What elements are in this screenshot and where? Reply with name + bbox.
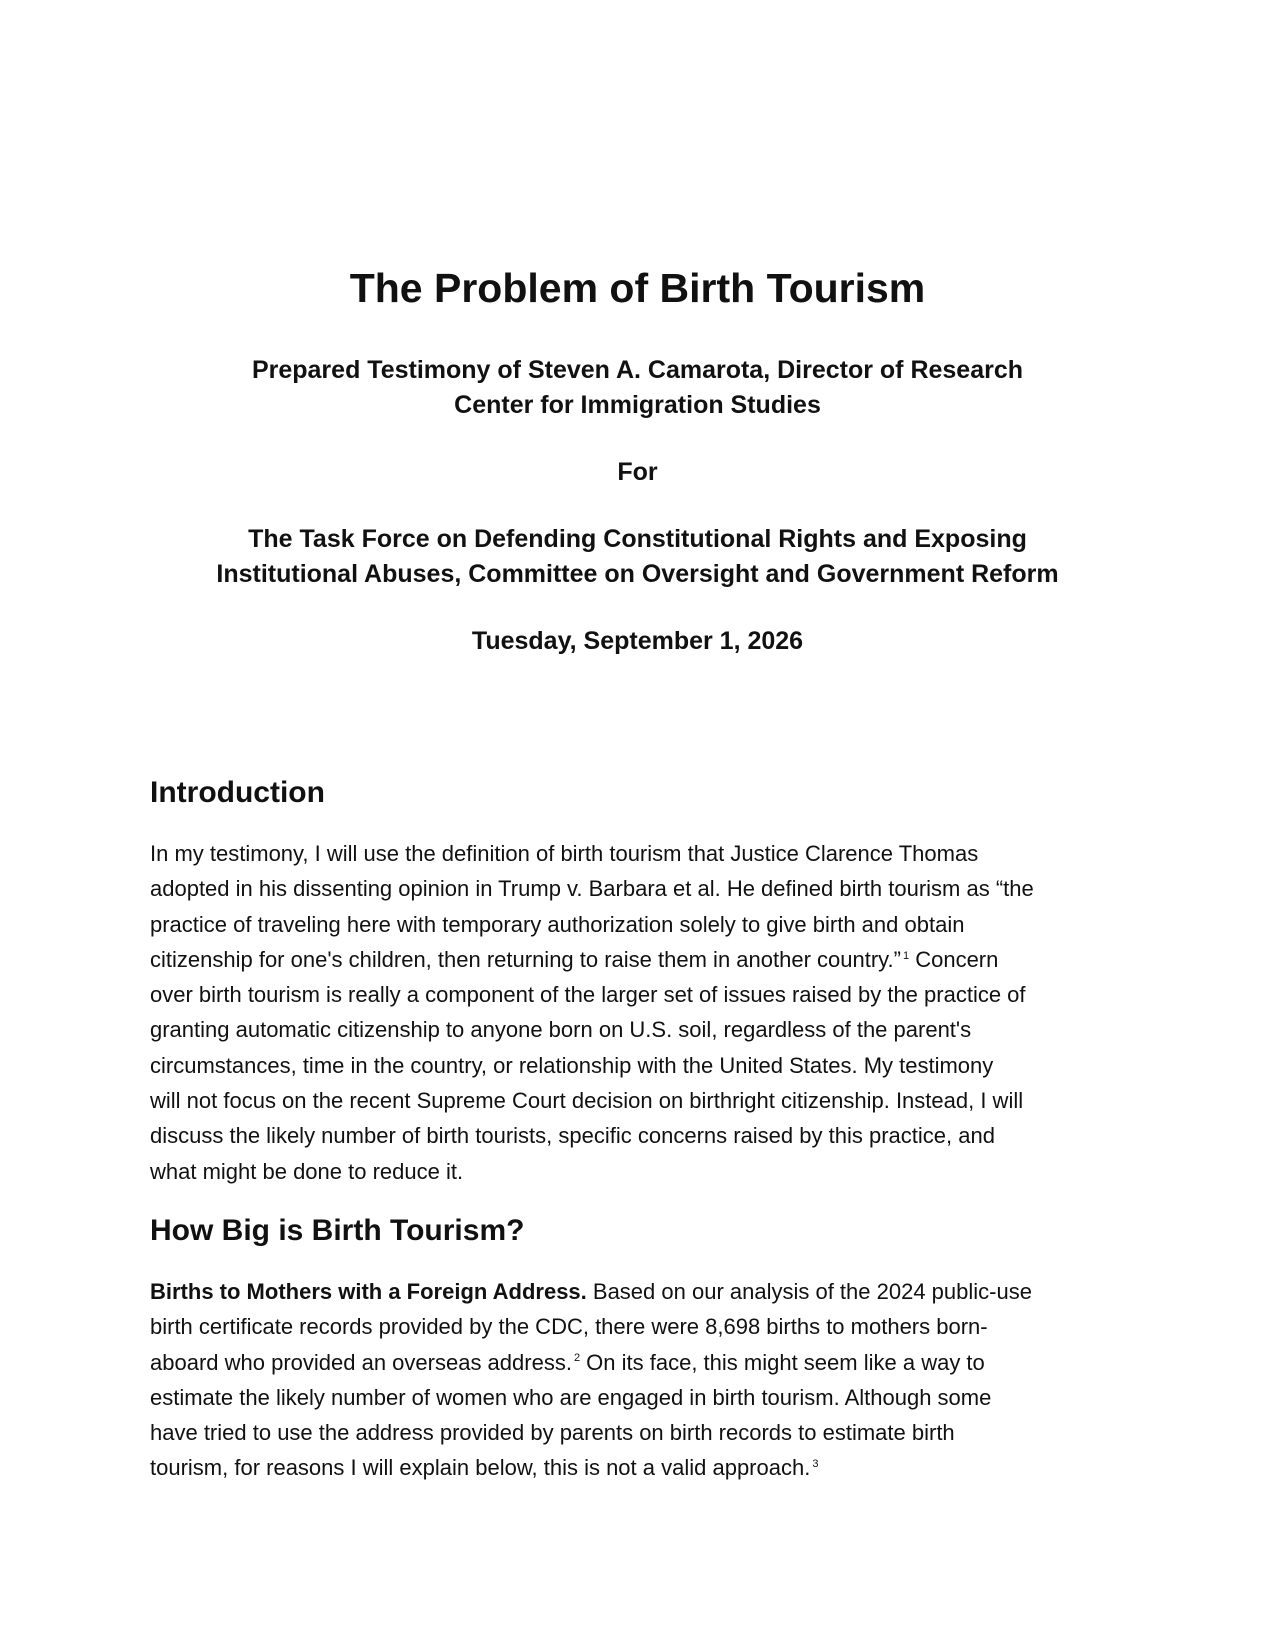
testimony-line-1: Prepared Testimony of Steven A. Camarota, Director of Research [251, 356, 1024, 384]
for-label [100, 455, 1175, 490]
intro-line-7: circumstances, time in the country, or relationship with the United States. My testimony [150, 1052, 994, 1078]
intro-line-4-text: citizenship for one's children, then returning to raise them in another country.” [150, 946, 901, 972]
s2-line-3-a: aboard who provided an overseas address. [150, 1349, 572, 1375]
intro-line-3: practice of traveling here with temporary authorization solely to give birth and obtain [150, 911, 965, 937]
committee-line-2: Institutional Abuses, Committee on Oversight and Government Reform [216, 560, 1059, 588]
footnote-ref-1[interactable]: 1 [902, 949, 910, 962]
s2-line-6 [150, 1450, 1130, 1485]
introduction-paragraph [150, 836, 1130, 1189]
birth-tourism-size-heading: How Big is Birth Tourism? [150, 1214, 525, 1247]
intro-line-4 [150, 942, 1130, 977]
s2-line-3 [150, 1345, 1130, 1380]
s2-line-4: estimate the likely number of women who are engaged in birth tourism. Although some [150, 1384, 992, 1410]
hearing-date [100, 624, 1175, 659]
intro-line-1: In my testimony, I will use the definition of birth tourism that Justice Clarence Thomas [150, 841, 979, 866]
testimony-line-2: Center for Immigration Studies [454, 391, 821, 419]
committee-name [100, 522, 1175, 592]
foreign-address-paragraph [150, 1274, 1130, 1486]
footnote-ref-3[interactable]: 3 [812, 1458, 819, 1471]
s2-line-1-rest: Based on our analysis of the 2024 public-use [586, 1279, 1032, 1304]
introduction-heading: Introduction [150, 776, 325, 809]
document-title: The Problem of Birth Tourism [349, 265, 926, 311]
s2-line-5: have tried to use the address provided by parents on birth records to estimate birth [150, 1420, 955, 1446]
intro-line-2: adopted in his dissenting opinion in Trump v. Barbara et al. He defined birth tourism as “the [150, 876, 1034, 902]
for-text: For [617, 458, 658, 486]
intro-line-9: discuss the likely number of birth tourists, specific concerns raised by this practice, and [150, 1123, 995, 1149]
testimony-byline [100, 353, 1175, 423]
footnote-ref-2[interactable]: 2 [573, 1352, 581, 1365]
s2-line-2: birth certificate records provided by the CDC, there were 8,698 births to mothers born- [150, 1314, 988, 1340]
paragraph-lead-in: Births to Mothers with a Foreign Address. [150, 1279, 587, 1304]
intro-line-8: will not focus on the recent Supreme Court decision on birthright citizenship. Instead, I will [150, 1088, 1024, 1114]
date-text: Tuesday, September 1, 2026 [471, 627, 804, 655]
intro-line-5: over birth tourism is really a component of the larger set of issues raised by the practice of [150, 982, 1026, 1008]
s2-line-3-b: On its face, this might seem like a way to [580, 1349, 985, 1375]
committee-line-1: The Task Force on Defending Constitutional Rights and Exposing [248, 525, 1027, 553]
intro-line-10: what might be done to reduce it. [150, 1158, 464, 1184]
intro-line-6: granting automatic citizenship to anyone born on U.S. soil, regardless of the parent's [150, 1017, 972, 1043]
s2-line-1 [150, 1274, 1130, 1309]
s2-line-6-text: tourism, for reasons I will explain below, this is not a valid approach. [150, 1455, 811, 1481]
intro-line-4-tail: Concern [909, 946, 999, 972]
